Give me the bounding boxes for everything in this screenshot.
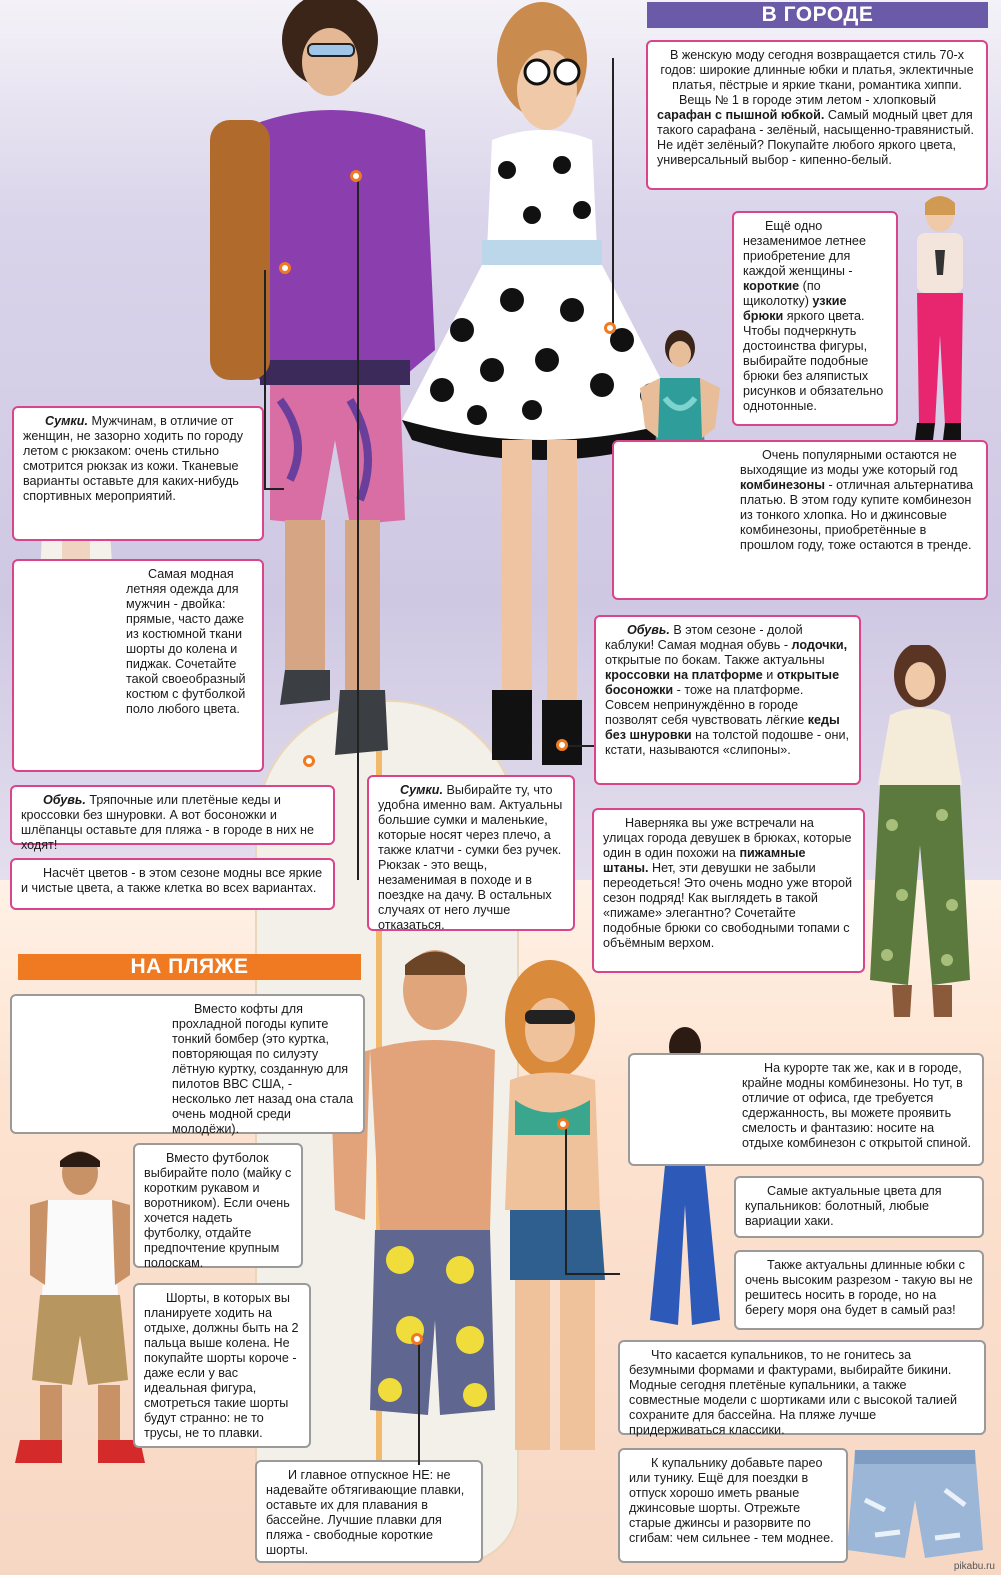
polo-text: Вместо футболок выбирайте поло (майку с коротким рукавом и воротником). Если очень хочется надеть футболку, отдайте предпочтение крупным полоскам. xyxy=(144,1151,292,1270)
pajama-pants-text: Наверняка вы уже встречали на улицах города девушек в брюках, которые один в один похожи на пижамные штаны. Нет, эти девушки не забыли переодеться! Это очень модно уже второй сезон подряд! Как выглядеть в такой «пижаме» элегантно? Сочетайте подобные брюки со свободными топами с объёмным верхом. xyxy=(603,816,853,950)
callout-dot xyxy=(279,262,291,274)
pareo-text: К купальнику добавьте парео или тунику. Ещё для поездки в отпуск хорошо иметь рваные джинсовые шорты. Отрежьте старые джинсы и разорвите по сгибам: чем сильнее - тем моднее. xyxy=(629,1456,834,1545)
long-skirts-box xyxy=(734,1250,984,1330)
women-bags-box xyxy=(367,775,575,931)
callout-dot xyxy=(556,739,568,751)
woman-pajama-pants-photo xyxy=(862,645,974,1025)
open-back-jumpsuit-box xyxy=(628,1053,984,1166)
callout-dot xyxy=(557,1118,569,1130)
women-bags-text: Сумки. Выбирайте ту, что удобна именно вам. Актуальны большие сумки и маленькие, которые носят через плечо, а также клатчи - сумки без ручек. Рюкзак - это вещь, незаменимая в походе и в поездке на дачу. В остальных случаях от него лучше отказаться. xyxy=(378,783,563,932)
short-trousers-box xyxy=(732,211,898,426)
beach-section-banner: НА ПЛЯЖЕ xyxy=(18,954,361,980)
bomber-box xyxy=(10,994,365,1134)
callout-dot xyxy=(303,755,315,767)
connector-line xyxy=(264,488,284,490)
shorts-text: Шорты, в которых вы планируете ходить на отдыхе, должны быть на 2 пальца выше колена. Не покупайте шорты короче - даже если у вас идеальная фигура, смотреться такие шорты будут странно: не то трусы, не то плавки. xyxy=(144,1291,299,1440)
men-shoes-box xyxy=(10,785,335,852)
long-skirts-text: Также актуальны длинные юбки с очень высоким разрезом - такую вы не решитесь носить в городе, но на берегу моря она будет в самый раз! xyxy=(745,1258,973,1317)
connector-line xyxy=(565,745,594,747)
pareo-box xyxy=(618,1448,848,1563)
polo-box xyxy=(133,1143,303,1268)
bikini-box xyxy=(618,1340,986,1435)
bikini-text: Что касается купальников, то не гонитесь за безумными формами и фактурами, выбирайте бикини. Модные сегодня плетёные купальники, а также совместные модели с шортиками или с высокой талией сохраните для бассейна. На пляже лучше придерживаться классики. xyxy=(629,1348,957,1437)
men-bags-text: Сумки. Мужчинам, в отличие от женщин, не зазорно ходить по городу летом с рюкзаком: очень стильно смотрится рюкзак из кожи. Тканевые варианты оставьте для каких-нибудь спортивных мероприятий. xyxy=(23,414,244,503)
pajama-pants-box xyxy=(592,808,865,973)
jumpsuits-box xyxy=(612,440,988,600)
callout-dot xyxy=(350,170,362,182)
connector-line xyxy=(264,270,266,490)
colors-box xyxy=(10,858,335,910)
intro-paragraph-2: Вещь № 1 в городе этим летом - хлопковый сарафан с пышной юбкой. Самый модный цвет для такого сарафана - зелёный, насыщенно-травянистый. Не идёт зелёный? Покупайте любого яркого цвета, универсальный выбор - кипенно-белый. xyxy=(657,93,974,167)
site-credit: pikabu.ru xyxy=(953,1561,995,1572)
women-shoes-text: Обувь. В этом сезоне - долой каблуки! Самая модная обувь - лодочки, открытые по бокам. Также актуальны кроссовки на платформе и открытые босоножки - тоже на платформе. Совсем непринуждённо в городе позволят себя чувствовать лёгкие кеды без шнуровки на толстой подошве - они, кстати, называются «слипоны». xyxy=(605,623,850,757)
men-bags-box xyxy=(12,406,264,541)
men-shoes-text: Обувь. Тряпочные или плетёные кеды и кроссовки без шнуровки. А вот босоножки и шлёпанцы оставьте для пляжа - в городе в них не ходят! xyxy=(21,793,314,852)
bomber-text: Вместо кофты для прохладной погоды купите тонкий бомбер (это куртка, повторяющая по силуэту лётную куртку, созданную для пилотов ВВС США, - несколько лет назад она стала очень модной среди молодёжи). xyxy=(172,1002,354,1136)
denim-shorts-photo xyxy=(845,1440,985,1565)
callout-dot xyxy=(604,322,616,334)
connector-line xyxy=(418,1340,420,1465)
short-trousers-text: Ещё одно незаменимое летнее приобретение для каждой женщины - короткие (по щиколотку) узкие брюки яркого цвета. Чтобы подчеркнуть достоинства фигуры, выбирайте подобные брюки без аляпистых рисунков и обязательно однотонные. xyxy=(743,219,884,413)
trunks-box xyxy=(255,1460,483,1563)
shorts-box xyxy=(133,1283,311,1448)
intro-paragraph-1: В женскую моду сегодня возвращается стиль 70-х годов: широкие длинные юбки и платья, эклектичные платья, пёстрые и яркие ткани, романтика хиппи. xyxy=(660,48,974,92)
open-back-jumpsuit-text: На курорте так же, как и в городе, крайне модны комбинезоны. Но тут, в отличие от офиса, где требуется сдержанность, вы можете проявить смелость и фантазию: носите на отдыхе комбинезон с открытой спиной. xyxy=(742,1061,971,1150)
men-suit-box xyxy=(12,559,264,772)
men-suit-text: Самая модная летняя одежда для мужчин - двойка: прямые, часто даже из костюмной ткани шорты до колена и пиджак. Сочетайте такой своеобразный костюм с футболкой поло любого цвета. xyxy=(126,567,246,716)
woman-pink-trousers-photo xyxy=(895,195,985,460)
swimsuit-colors-box xyxy=(734,1176,984,1238)
connector-line xyxy=(565,1273,620,1275)
callout-dot xyxy=(411,1333,423,1345)
colors-text: Насчёт цветов - в этом сезоне модны все яркие и чистые цвета, а также клетка во всех вариантах. xyxy=(21,866,323,895)
city-section-banner: В ГОРОДЕ xyxy=(647,2,988,28)
swimsuit-colors-text: Самые актуальные цвета для купальников: болотный, любые вариации хаки. xyxy=(745,1184,942,1228)
women-shoes-box xyxy=(594,615,861,785)
trunks-text: И главное отпускное НЕ: не надевайте обтягивающие плавки, оставьте их для плавания в бассейне. Лучшие плавки для пляжа - свободные короткие шорты. xyxy=(266,1468,465,1557)
connector-line xyxy=(357,180,359,880)
connector-line xyxy=(565,1125,567,1275)
jumpsuits-text: Очень популярными остаются не выходящие из моды уже который год комбинезоны - отличная альтернатива платью. В этом году купите комбинезон из тонкого хлопка. Но и джинсовые комбинезоны, приобретённые в прошлом году, тоже остаются в тренде. xyxy=(740,448,974,552)
intro-seventies-style-box xyxy=(646,40,988,190)
connector-line xyxy=(612,58,614,328)
